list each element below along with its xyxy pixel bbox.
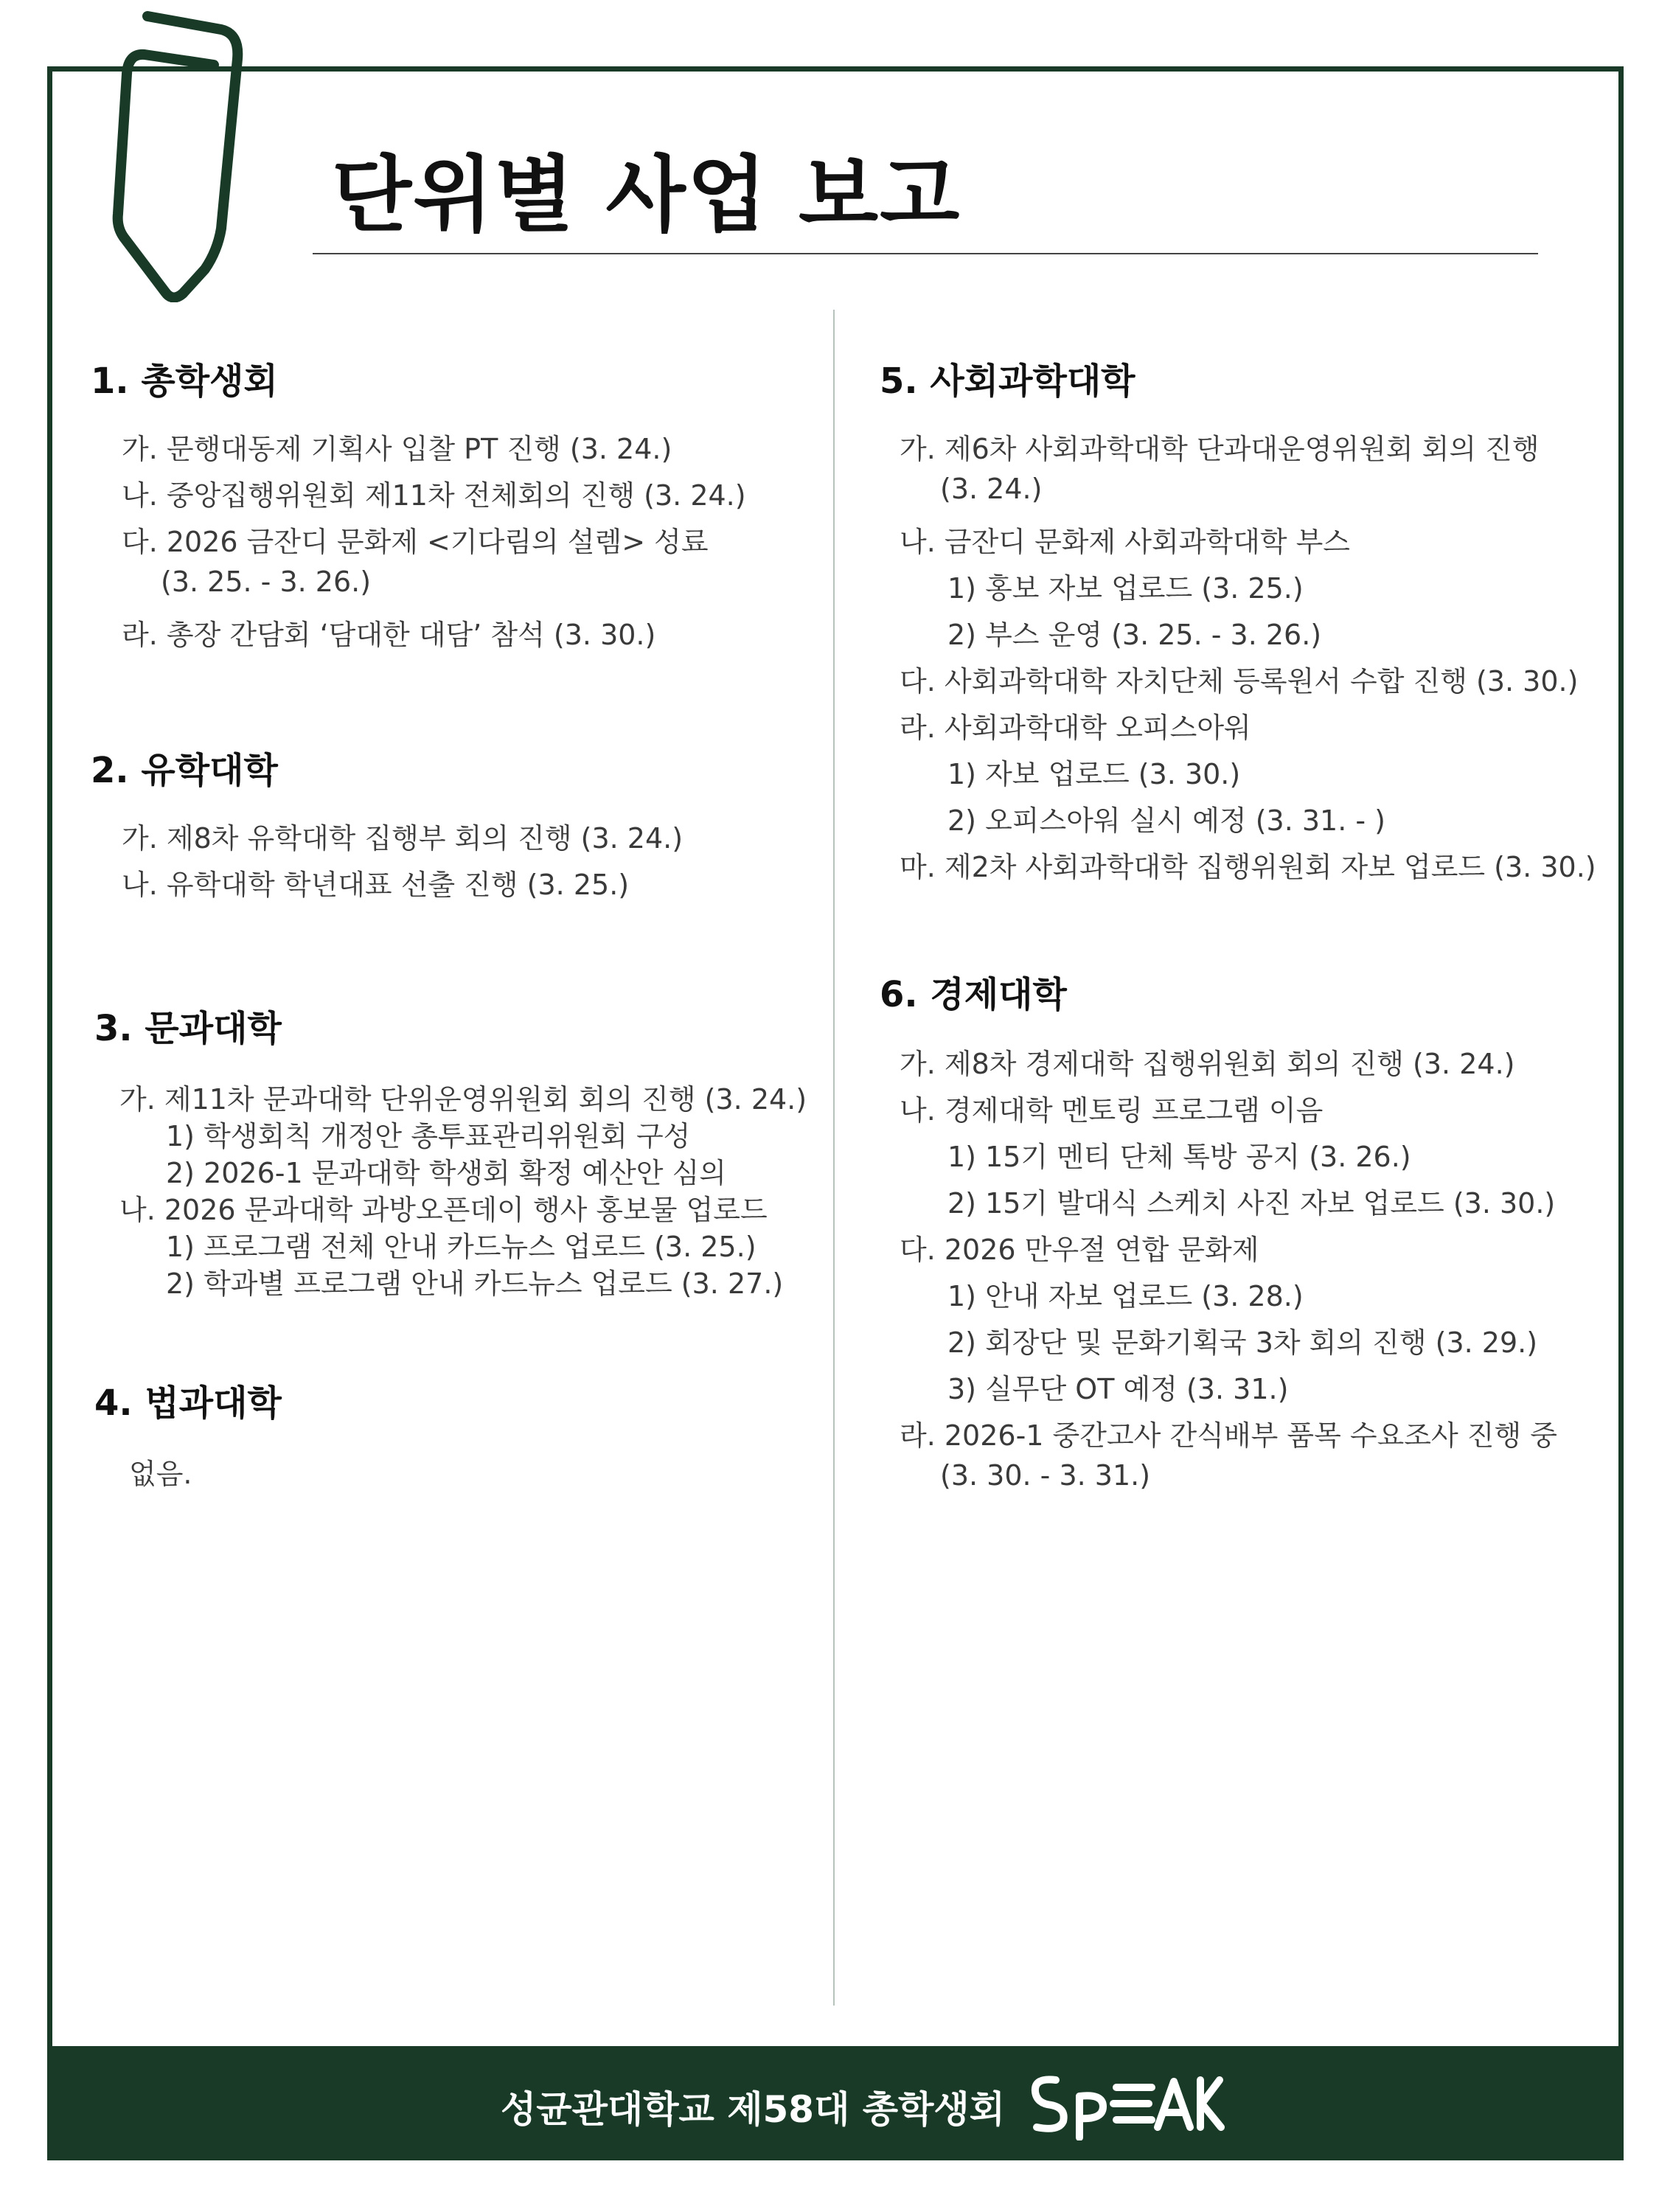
section-heading-liberal-arts: 3. 문과대학 xyxy=(94,1008,282,1049)
list-item: 2) 오피스아워 실시 예정 (3. 31. - ) xyxy=(947,804,1385,837)
column-divider xyxy=(833,310,835,2006)
footer-org-name: 성균관대학교 제58대 총학생회 xyxy=(501,2088,1005,2131)
section-heading-social-sciences: 5. 사회과학대학 xyxy=(880,361,1135,402)
list-item: 2) 15기 발대식 스케치 사진 자보 업로드 (3. 30.) xyxy=(947,1187,1556,1220)
section-heading-student-council: 1. 총학생회 xyxy=(91,361,278,402)
list-item: 3) 실무단 OT 예정 (3. 31.) xyxy=(947,1373,1289,1405)
paperclip-icon xyxy=(111,7,258,302)
list-item: 다. 2026 만우절 연합 문화제 xyxy=(900,1234,1259,1266)
list-item: 2) 학과별 프로그램 안내 카드뉴스 업로드 (3. 27.) xyxy=(166,1267,784,1300)
list-item: 라. 사회과학대학 오피스아워 xyxy=(900,712,1251,744)
list-item: 가. 제11차 문과대학 단위운영위원회 회의 진행 (3. 24.) xyxy=(119,1083,807,1116)
section-heading-economics: 6. 경제대학 xyxy=(880,974,1067,1015)
list-item: 1) 프로그램 전체 안내 카드뉴스 업로드 (3. 25.) xyxy=(166,1231,757,1263)
list-item: 2) 부스 운영 (3. 25. - 3. 26.) xyxy=(947,619,1322,651)
list-item: 나. 중앙집행위원회 제11차 전체회의 진행 (3. 24.) xyxy=(122,479,746,512)
list-item: 라. 총장 간담회 ‘담대한 대담’ 참석 (3. 30.) xyxy=(122,619,656,651)
list-item: (3. 30. - 3. 31.) xyxy=(940,1459,1151,1492)
list-item: 다. 사회과학대학 자치단체 등록원서 수합 진행 (3. 30.) xyxy=(900,665,1579,698)
list-item: (3. 24.) xyxy=(940,473,1043,505)
list-item: 가. 제8차 경제대학 집행위원회 회의 진행 (3. 24.) xyxy=(900,1048,1515,1080)
speak-logo xyxy=(1026,2067,1225,2140)
list-item: 나. 금잔디 문화제 사회과학대학 부스 xyxy=(900,526,1351,558)
list-item: 1) 15기 멘티 단체 톡방 공지 (3. 26.) xyxy=(947,1141,1411,1173)
list-item: 나. 2026 문과대학 과방오픈데이 행사 홍보물 업로드 xyxy=(119,1194,768,1226)
list-item: 1) 자보 업로드 (3. 30.) xyxy=(947,758,1241,790)
list-item: 마. 제2차 사회과학대학 집행위원회 자보 업로드 (3. 30.) xyxy=(900,851,1596,883)
section-heading-confucian: 2. 유학대학 xyxy=(91,750,278,791)
list-item: 2) 2026-1 문과대학 학생회 확정 예산안 심의 xyxy=(166,1157,726,1189)
list-item: 가. 문행대동제 기획사 입찰 PT 진행 (3. 24.) xyxy=(122,433,672,465)
list-item: 1) 안내 자보 업로드 (3. 28.) xyxy=(947,1280,1304,1312)
list-item: 1) 홍보 자보 업로드 (3. 25.) xyxy=(947,572,1304,605)
list-item: 다. 2026 금잔디 문화제 <기다림의 설렘> 성료 xyxy=(122,526,709,558)
list-item: 2) 회장단 및 문화기획국 3차 회의 진행 (3. 29.) xyxy=(947,1326,1538,1359)
list-item: 가. 제6차 사회과학대학 단과대운영위원회 회의 진행 xyxy=(900,433,1540,465)
title-underline xyxy=(313,253,1538,254)
list-item: 1) 학생회칙 개정안 총투표관리위원회 구성 xyxy=(166,1120,691,1152)
list-item: 나. 유학대학 학년대표 선출 진행 (3. 25.) xyxy=(122,869,630,901)
list-item: (3. 25. - 3. 26.) xyxy=(161,566,372,598)
list-item: 라. 2026-1 중간고사 간식배부 품목 수요조사 진행 중 xyxy=(900,1419,1557,1452)
section-heading-law: 4. 법과대학 xyxy=(94,1382,282,1424)
page-title: 단위별 사업 보고 xyxy=(332,147,961,243)
list-item: 나. 경제대학 멘토링 프로그램 이음 xyxy=(900,1094,1324,1127)
list-item: 가. 제8차 유학대학 집행부 회의 진행 (3. 24.) xyxy=(122,822,684,855)
footer-bar xyxy=(47,2046,1624,2160)
list-item: 없음. xyxy=(129,1458,192,1490)
